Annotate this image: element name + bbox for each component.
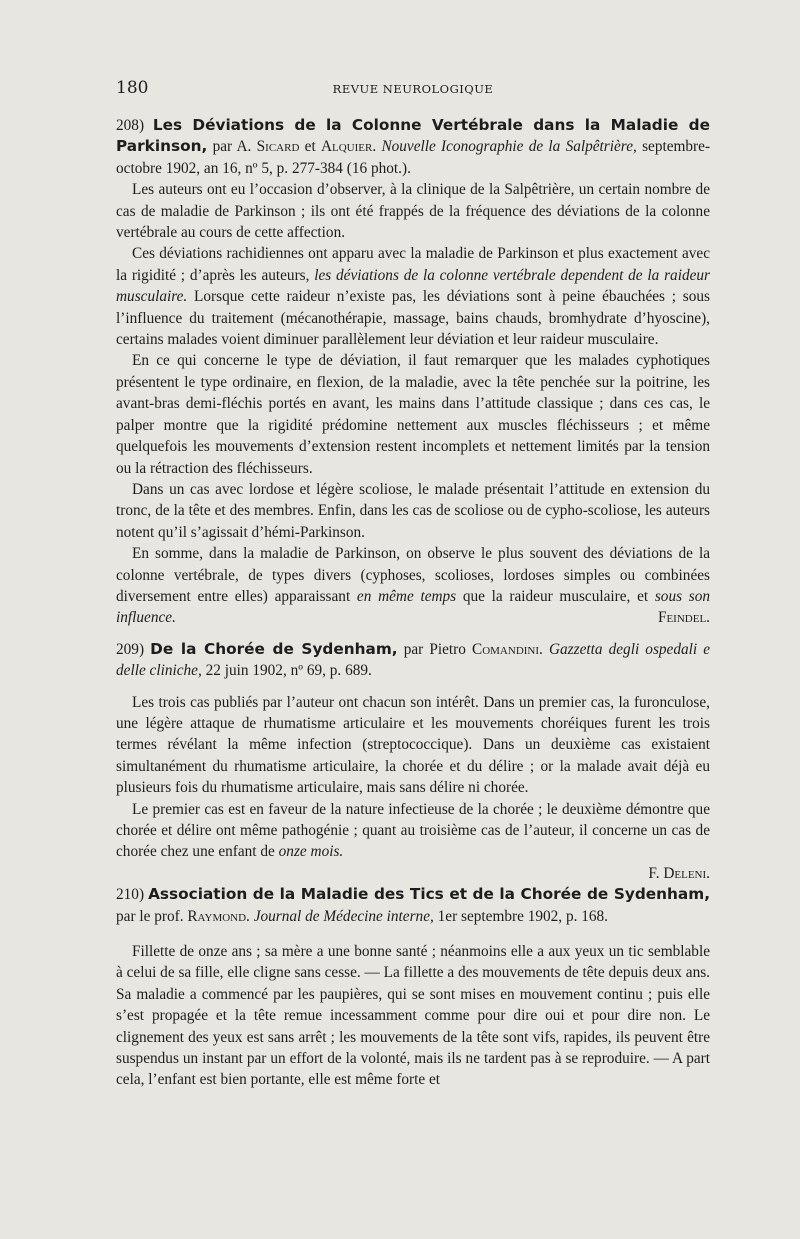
author-signature: F. Deleni. xyxy=(648,864,710,882)
spacer xyxy=(116,629,710,639)
article-title: De la Chorée de Sydenham, xyxy=(150,639,398,658)
text-run: Ces déviations rachidiennes ont apparu avec la maladie de Parkinson et plus exactement avec la rigidité ; d’après les auteurs, xyxy=(116,245,710,284)
spacer xyxy=(116,682,710,692)
page-header xyxy=(116,78,710,102)
paragraph xyxy=(116,543,710,629)
text-run: que la raideur musculaire, et xyxy=(462,587,649,605)
author-name: Sicard xyxy=(256,138,300,156)
authors-prefix: par Pietro xyxy=(403,640,466,658)
article-209 xyxy=(116,639,710,884)
italic-run: sous son influence. xyxy=(116,587,711,627)
authors-prefix: par A. xyxy=(212,138,252,156)
paragraph xyxy=(116,243,710,350)
article-heading xyxy=(116,639,710,682)
article-number: 208) xyxy=(116,117,145,134)
article-title: Les Déviations de la Colonne Vertébrale dans la Maladie de Parkinson, xyxy=(116,116,710,156)
citation-ref: 1er septembre 1902, p. 168. xyxy=(437,907,609,925)
author-signature: Feindel. xyxy=(657,609,710,627)
spacer xyxy=(116,927,710,941)
article-heading xyxy=(116,115,710,179)
paragraph: Les trois cas publiés par l’auteur ont chacun son intérêt. Dans un premier cas, la furonculose, une légère attaque de rhumatisme articulaire et les mouvements choréiques furent les trois termes révélant la même infection (streptococcique). Dans un deuxième cas existaient simultanément du rhumatisme articulaire, la chorée et du délire ; or la malade avait déjà eu plusieurs fois du rhumatisme articulaire, mais sans délire ni chorée. xyxy=(116,693,710,797)
article-number: 210) xyxy=(116,886,145,904)
italic-run: les déviations de la colonne vertébrale dependent de la raideur musculaire. xyxy=(116,266,710,306)
page-number: 180 xyxy=(116,78,149,98)
article-title: Association de la Maladie des Tics et de la Chorée de Sydenham, xyxy=(148,885,711,904)
journal-name: Nouvelle Iconographie de la Salpêtrière, xyxy=(381,138,637,156)
citation-ref: 22 juin 1902, nº 69, p. 689. xyxy=(205,662,372,680)
authors-prefix: par le prof. xyxy=(116,907,184,925)
author-name: Alquier. xyxy=(320,138,377,156)
paragraph: Fillette de onze ans ; sa mère a une bonne santé ; néanmoins elle a aux yeux un tic semblable à celui de sa fille, elle cligne sans cesse. — La fillette a des mouvements de tête depuis deux ans. Sa maladie a commencé par les paupières, qui se sont mises en mouvement continu ; puis elle s’est propagée et la tête remue incessamment comme pour dire oui et pour dire non. Le clignement des yeux est sans arrêt ; les mouvements de la tête sont vifs, rapides, ils peuvent être suspendus un instant par un effort de la volonté, mais ils ne tardent pas à se reproduire. — A part cela, l’enfant est bien portante, elle est même forte et xyxy=(116,943,710,1089)
author-name: Comandini. xyxy=(472,640,543,658)
italic-run: onze mois. xyxy=(278,843,344,861)
paragraph: En ce qui concerne le type de déviation, il faut remarquer que les malades cyphotiques présentent le type ordinaire, en flexion, de la maladie, avec la tête penchée sur la poitrine, les avant-bras demi-fléchis portés en avant, les mains dans l’attitude classique ; dans ces cas, le palper montre que la rigidité prédomine nettement aux muscles fléchisseurs ; et même quelquefois les mouvements d’extension restent incomplets et nettement limités par la tension ou la rétraction des fléchisseurs. xyxy=(116,352,710,477)
journal-name: Journal de Médecine interne, xyxy=(253,907,434,925)
paragraph: Dans un cas avec lordose et légère scoliose, le malade présentait l’attitude en extension du tronc, de la tête et des membres. Enfin, dans les cas de scoliose ou de cypho-scoliose, les auteurs notent qu’il s’agissait d’hémi-Parkinson. xyxy=(116,480,710,541)
article-208 xyxy=(116,115,710,629)
paragraph: Les auteurs ont eu l’occasion d’observer, à la clinique de la Salpêtrière, un certain nombre de cas de maladie de Parkinson ; ils ont été frappés de la fréquence des déviations de la colonne vertébrale au cours de cette affection. xyxy=(116,181,710,242)
journal-name: Gazzetta degli ospedali e delle cliniche, xyxy=(116,640,711,680)
text-column xyxy=(116,115,710,1091)
article-heading xyxy=(116,884,710,927)
article-210 xyxy=(116,884,710,1091)
conjunction: et xyxy=(304,138,316,156)
text-run: En somme, dans la maladie de Parkinson, on observe le plus souvent des déviations de la colonne vertébrale, de types divers (cyphoses, scolioses, lordoses simples ou combinées diversement entre elles) apparaissant xyxy=(116,545,710,605)
running-title: REVUE NEUROLOGIQUE xyxy=(332,82,494,96)
author-name: Raymond. xyxy=(187,907,250,925)
italic-run: en même temps xyxy=(356,587,457,605)
text-run: Le premier cas est en faveur de la nature infectieuse de la chorée ; le deuxième démontre que chorée et délire ont même pathogénie ; quant au troisième cas de l’auteur, il concerne un cas de chorée chez une enfant de xyxy=(116,800,710,861)
citation-ref: septembre-octobre 1902, an 16, nº 5, p. 277-384 (16 phot.). xyxy=(116,138,711,177)
article-number: 209) xyxy=(116,640,145,658)
text-run: Lorsque cette raideur n’existe pas, les déviations sont à peine ébauchées ; sous l’influence du traitement (mécanothérapie, massage, bains chauds, bromhydrate d’hyoscine), certains malades voient diminuer parallèlement leur déviation et leur raideur musculaire. xyxy=(116,288,711,349)
paragraph xyxy=(116,799,710,863)
